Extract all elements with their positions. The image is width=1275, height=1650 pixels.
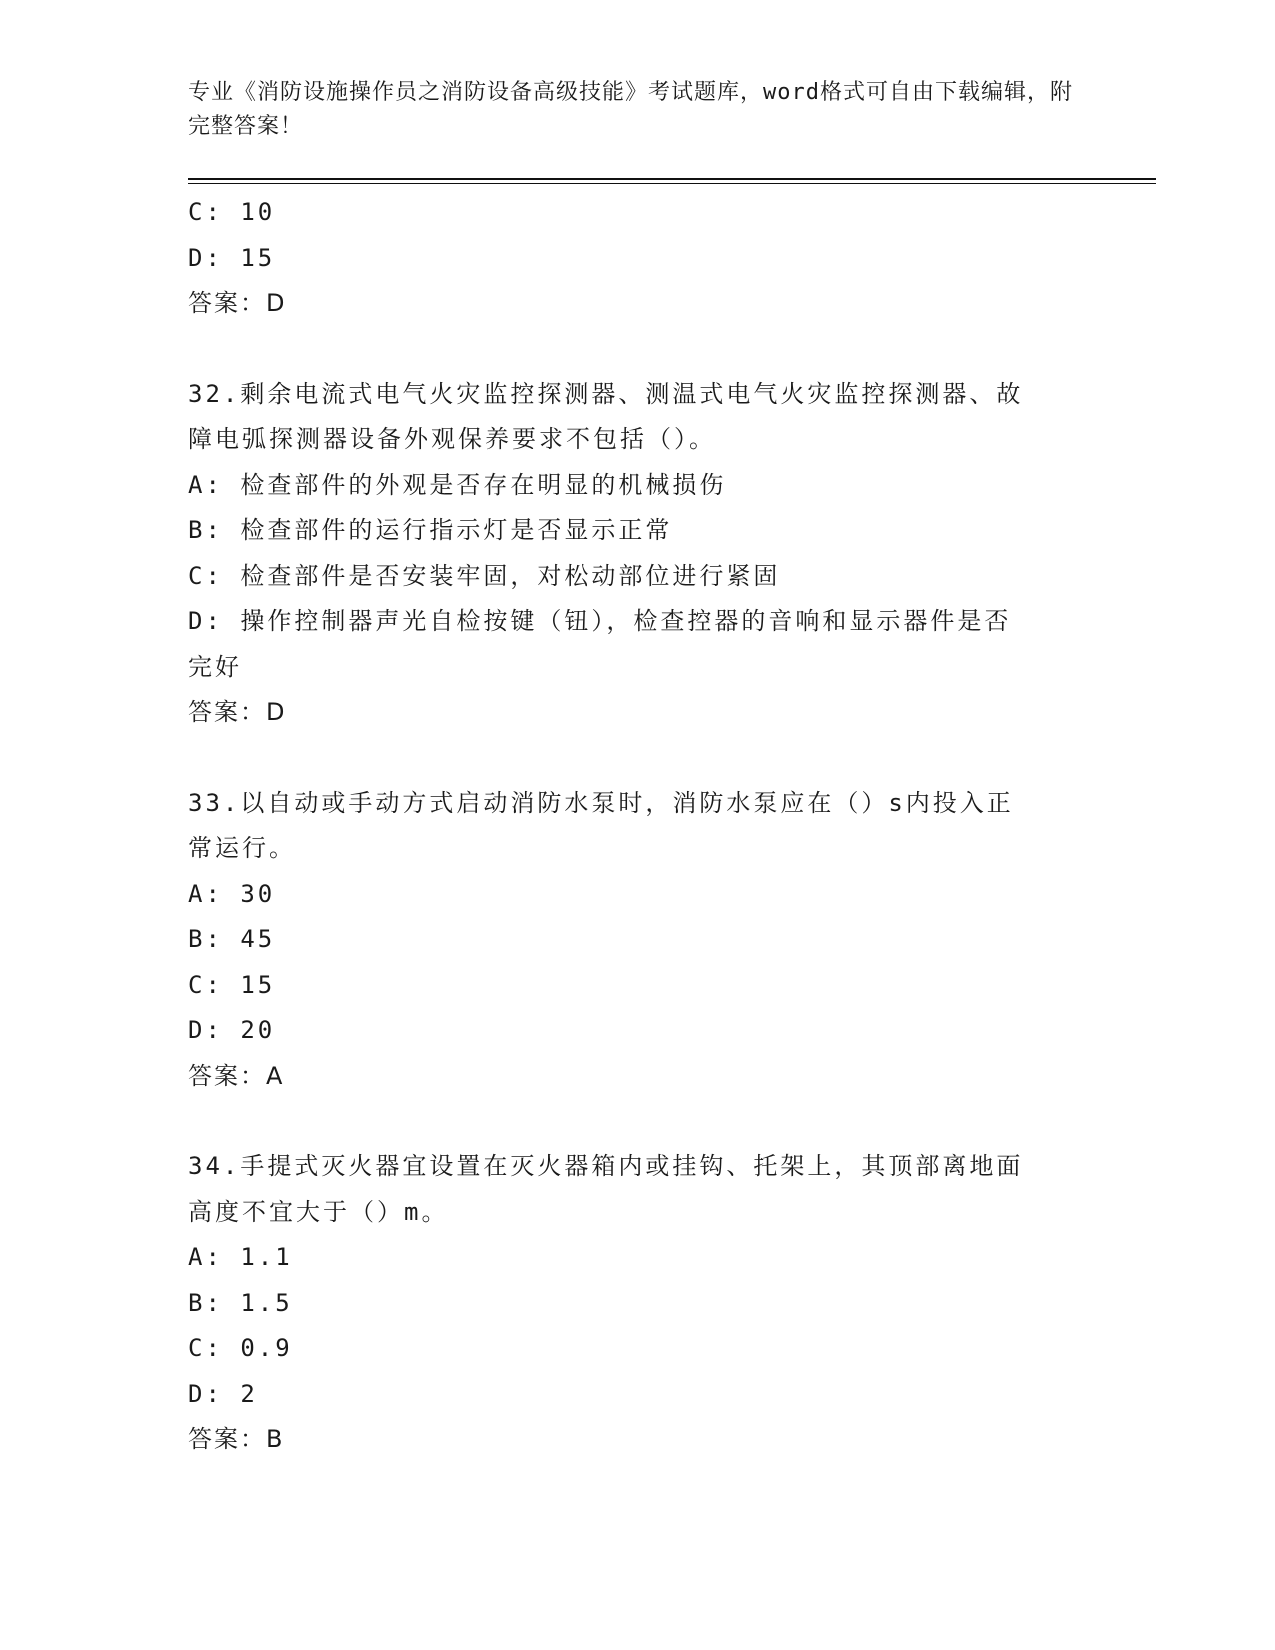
answer: 答案：A [188, 1061, 285, 1090]
prev-question-tail [188, 190, 1088, 327]
answer: 答案：D [188, 289, 287, 317]
option-d: D: 20 [188, 1016, 276, 1044]
answer: 答案：D [188, 698, 287, 726]
spacer [188, 327, 1088, 372]
question-stem: 33.以自动或手动方式启动消防水泵时，消防水泵应在（）s内投入正 [188, 788, 1014, 817]
option-d: D: 2 [188, 1379, 258, 1408]
question-list [188, 190, 1088, 1463]
option-a: A: 检查部件的外观是否存在明显的机械损伤 [188, 470, 727, 499]
option-d: D: 操作控制器声光自检按键（钮），检查控器的音响和显示器件是否 [188, 607, 1012, 635]
option-b: B: 1.5 [188, 1288, 293, 1317]
answer: 答案：B [188, 1425, 285, 1453]
option-a: A: 30 [188, 879, 276, 908]
option-c: C: 检查部件是否安装牢固，对松动部位进行紧固 [188, 561, 781, 590]
question-stem-cont: 常运行。 [188, 834, 296, 862]
option-a: A: 1.1 [188, 1243, 293, 1271]
question-stem: 32.剩余电流式电气火灾监控探测器、测温式电气火灾监控探测器、故 [188, 379, 1024, 408]
question-34 [188, 1144, 1088, 1463]
option-c: C: 10 [188, 198, 276, 226]
option-b: B: 45 [188, 925, 276, 953]
option-d-cont: 完好 [188, 652, 242, 681]
question-33 [188, 781, 1088, 1100]
question-stem-cont: 高度不宜大于（）m。 [188, 1197, 449, 1226]
option-b: B: 检查部件的运行指示灯是否显示正常 [188, 516, 673, 544]
header-rule-thick [188, 178, 1156, 180]
option-c: C: 0.9 [188, 1334, 293, 1362]
option-d: D: 15 [188, 243, 276, 272]
option-c: C: 15 [188, 970, 276, 999]
spacer [188, 736, 1088, 781]
question-32 [188, 372, 1088, 736]
header-rule-thin [188, 183, 1156, 184]
question-stem: 34.手提式灭火器宜设置在灭火器箱内或挂钩、托架上，其顶部离地面 [188, 1152, 1024, 1180]
page-header: 专业《消防设施操作员之消防设备高级技能》考试题库，word格式可自由下载编辑，附完整答案！ [188, 80, 1073, 139]
spacer [188, 1099, 1088, 1144]
question-stem-cont: 障电弧探测器设备外观保养要求不包括（）。 [188, 425, 716, 453]
